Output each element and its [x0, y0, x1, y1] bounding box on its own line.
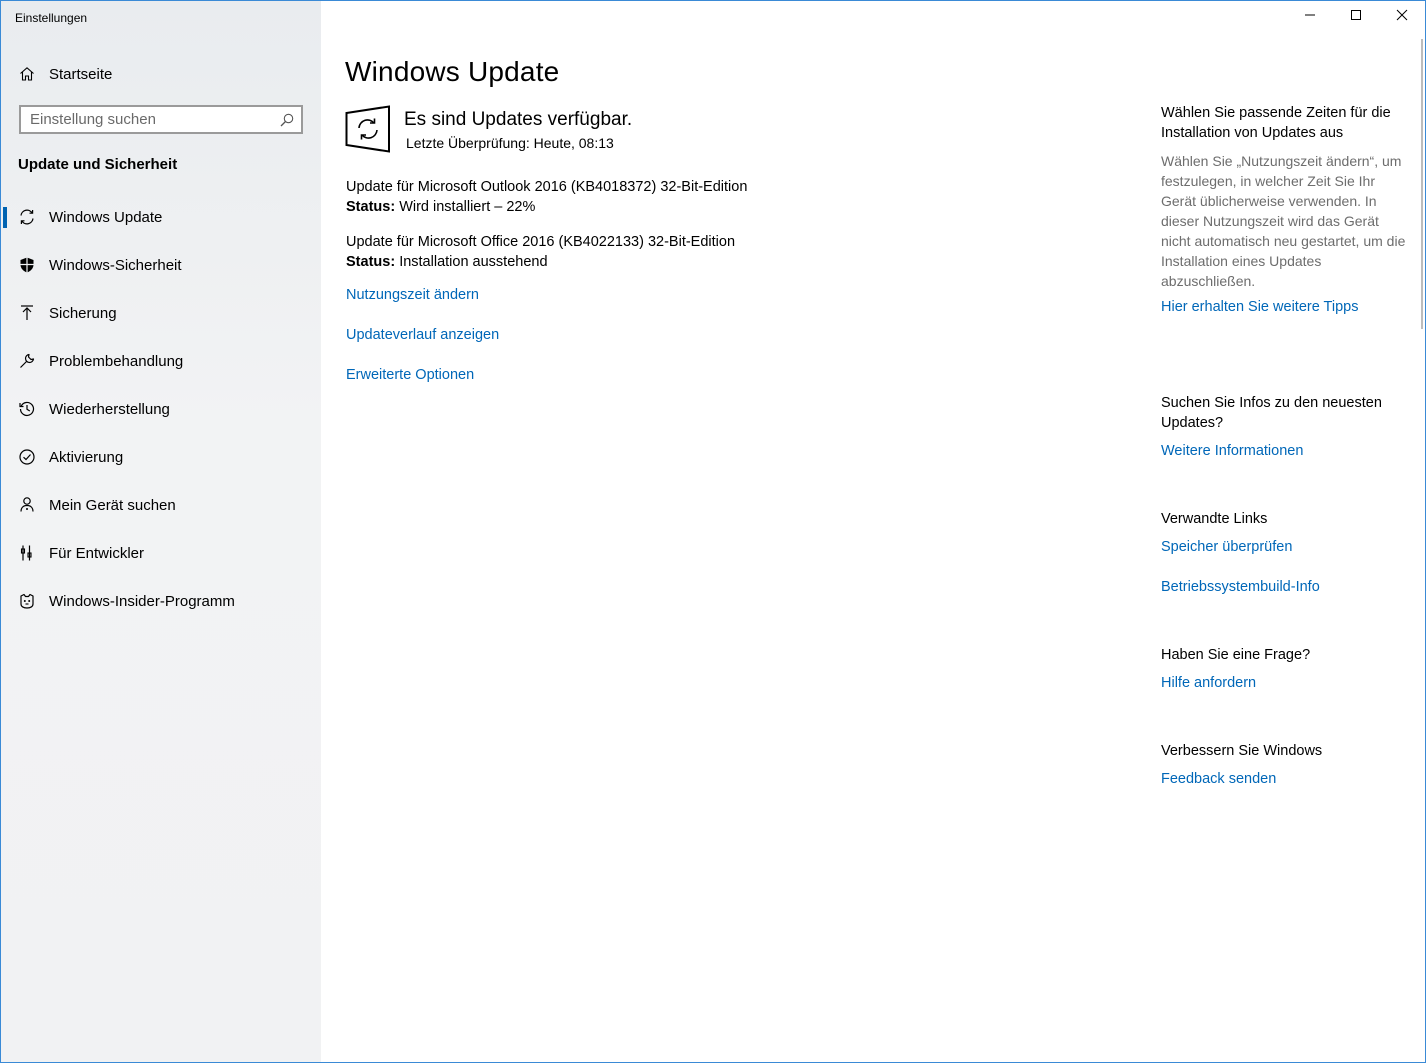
search-input[interactable] — [21, 107, 270, 132]
home-label: Startseite — [49, 65, 113, 83]
change-active-hours-link[interactable]: Nutzungszeit ändern — [346, 287, 479, 303]
update-status — [346, 252, 735, 272]
search-icon[interactable] — [279, 112, 295, 128]
more-tips-link[interactable]: Hier erhalten Sie weitere Tipps — [1161, 299, 1359, 315]
related-links-heading: Verwandte Links — [1161, 511, 1268, 527]
sidebar-item-windows-update[interactable] — [1, 193, 321, 241]
shield-icon — [17, 255, 37, 275]
minimize-button[interactable] — [1287, 1, 1333, 33]
upload-arrow-icon — [17, 303, 37, 323]
update-name: Update für Microsoft Outlook 2016 (KB4018372) 32-Bit-Edition — [346, 179, 748, 195]
wrench-icon — [17, 351, 37, 371]
sidebar-item-windows-security[interactable] — [1, 241, 321, 289]
home-icon — [17, 64, 37, 84]
sidebar-item-label: Problembehandlung — [49, 352, 184, 370]
sidebar-item-label: Windows-Insider-Programm — [49, 592, 235, 610]
minimize-icon — [1304, 8, 1316, 26]
sidebar-item-insider-program[interactable] — [1, 577, 321, 625]
person-pin-icon — [17, 495, 37, 515]
sidebar-item-label: Windows Update — [49, 208, 163, 226]
sidebar-item-backup[interactable] — [1, 289, 321, 337]
check-circle-icon — [17, 447, 37, 467]
update-history-link[interactable]: Updateverlauf anzeigen — [346, 327, 500, 343]
window-title: Einstellungen — [15, 11, 88, 25]
page-title: Windows Update — [345, 56, 560, 87]
section-title: Update und Sicherheit — [18, 156, 178, 173]
search-box[interactable] — [19, 105, 303, 134]
sidebar-item-label: Aktivierung — [49, 448, 124, 466]
latest-updates-heading: Suchen Sie Infos zu den neuesten Updates? — [1161, 395, 1382, 431]
close-icon — [1396, 8, 1408, 26]
check-storage-link[interactable]: Speicher überprüfen — [1161, 539, 1293, 555]
update-item — [346, 232, 735, 272]
improve-windows-heading: Verbessern Sie Windows — [1161, 743, 1323, 759]
question-section — [1161, 645, 1406, 693]
sidebar-item-find-my-device[interactable] — [1, 481, 321, 529]
history-icon — [17, 399, 37, 419]
advanced-options-link[interactable]: Erweiterte Optionen — [346, 367, 475, 383]
sidebar-item-label: Windows-Sicherheit — [49, 256, 182, 274]
related-links — [1161, 509, 1406, 597]
sidebar-item-label: Sicherung — [49, 304, 117, 322]
sidebar-item-activation[interactable] — [1, 433, 321, 481]
sidebar-item-label: Mein Gerät suchen — [49, 496, 176, 514]
maximize-icon — [1350, 8, 1362, 26]
active-hours-heading: Wählen Sie passende Zeiten für die Installation von Updates aus — [1161, 105, 1391, 141]
active-hours-description: Wählen Sie „Nutzungszeit ändern“, um festzulegen, in welcher Zeit Sie Ihr Gerät üblicherweise verwenden. In dieser Nutzungszeit wird das Gerät nicht automatisch neu gestartet, um die Installation eines Updates abzuschließen. — [1161, 153, 1406, 289]
home-link[interactable] — [17, 63, 112, 85]
insider-cat-icon — [17, 591, 37, 611]
status-headline: Es sind Updates verfügbar. — [404, 109, 633, 130]
update-status-value: Installation ausstehend — [399, 254, 548, 270]
latest-updates-info — [1161, 393, 1406, 461]
question-heading: Haben Sie eine Frage? — [1161, 647, 1311, 663]
active-hours-info — [1161, 103, 1406, 317]
sidebar-item-for-developers[interactable] — [1, 529, 321, 577]
maximize-button[interactable] — [1333, 1, 1379, 33]
update-name: Update für Microsoft Office 2016 (KB4022133) 32-Bit-Edition — [346, 234, 736, 250]
sidebar — [1, 1, 321, 1062]
update-status-value: Wird installiert – 22% — [399, 199, 536, 215]
sidebar-item-troubleshoot[interactable] — [1, 337, 321, 385]
sidebar-item-recovery[interactable] — [1, 385, 321, 433]
send-feedback-link[interactable]: Feedback senden — [1161, 771, 1277, 787]
close-button[interactable] — [1379, 1, 1425, 33]
status-label: Status: — [346, 199, 396, 215]
os-build-info-link[interactable]: Betriebssystembuild-Info — [1161, 579, 1320, 595]
update-status-icon — [345, 105, 391, 153]
window-controls — [1287, 1, 1425, 33]
update-item — [346, 177, 747, 217]
refresh-icon — [17, 207, 37, 227]
last-check-text: Letzte Überprüfung: Heute, 08:13 — [406, 135, 614, 151]
improve-windows-section — [1161, 741, 1406, 789]
get-help-link[interactable]: Hilfe anfordern — [1161, 675, 1257, 691]
status-label: Status: — [346, 254, 396, 270]
sidebar-item-label: Wiederherstellung — [49, 400, 170, 418]
scrollbar[interactable] — [1421, 39, 1423, 329]
more-information-link[interactable]: Weitere Informationen — [1161, 443, 1304, 459]
sidebar-item-label: Für Entwickler — [49, 544, 145, 562]
update-status — [346, 197, 747, 217]
sidebar-nav — [1, 193, 321, 625]
developer-tools-icon — [17, 543, 37, 563]
